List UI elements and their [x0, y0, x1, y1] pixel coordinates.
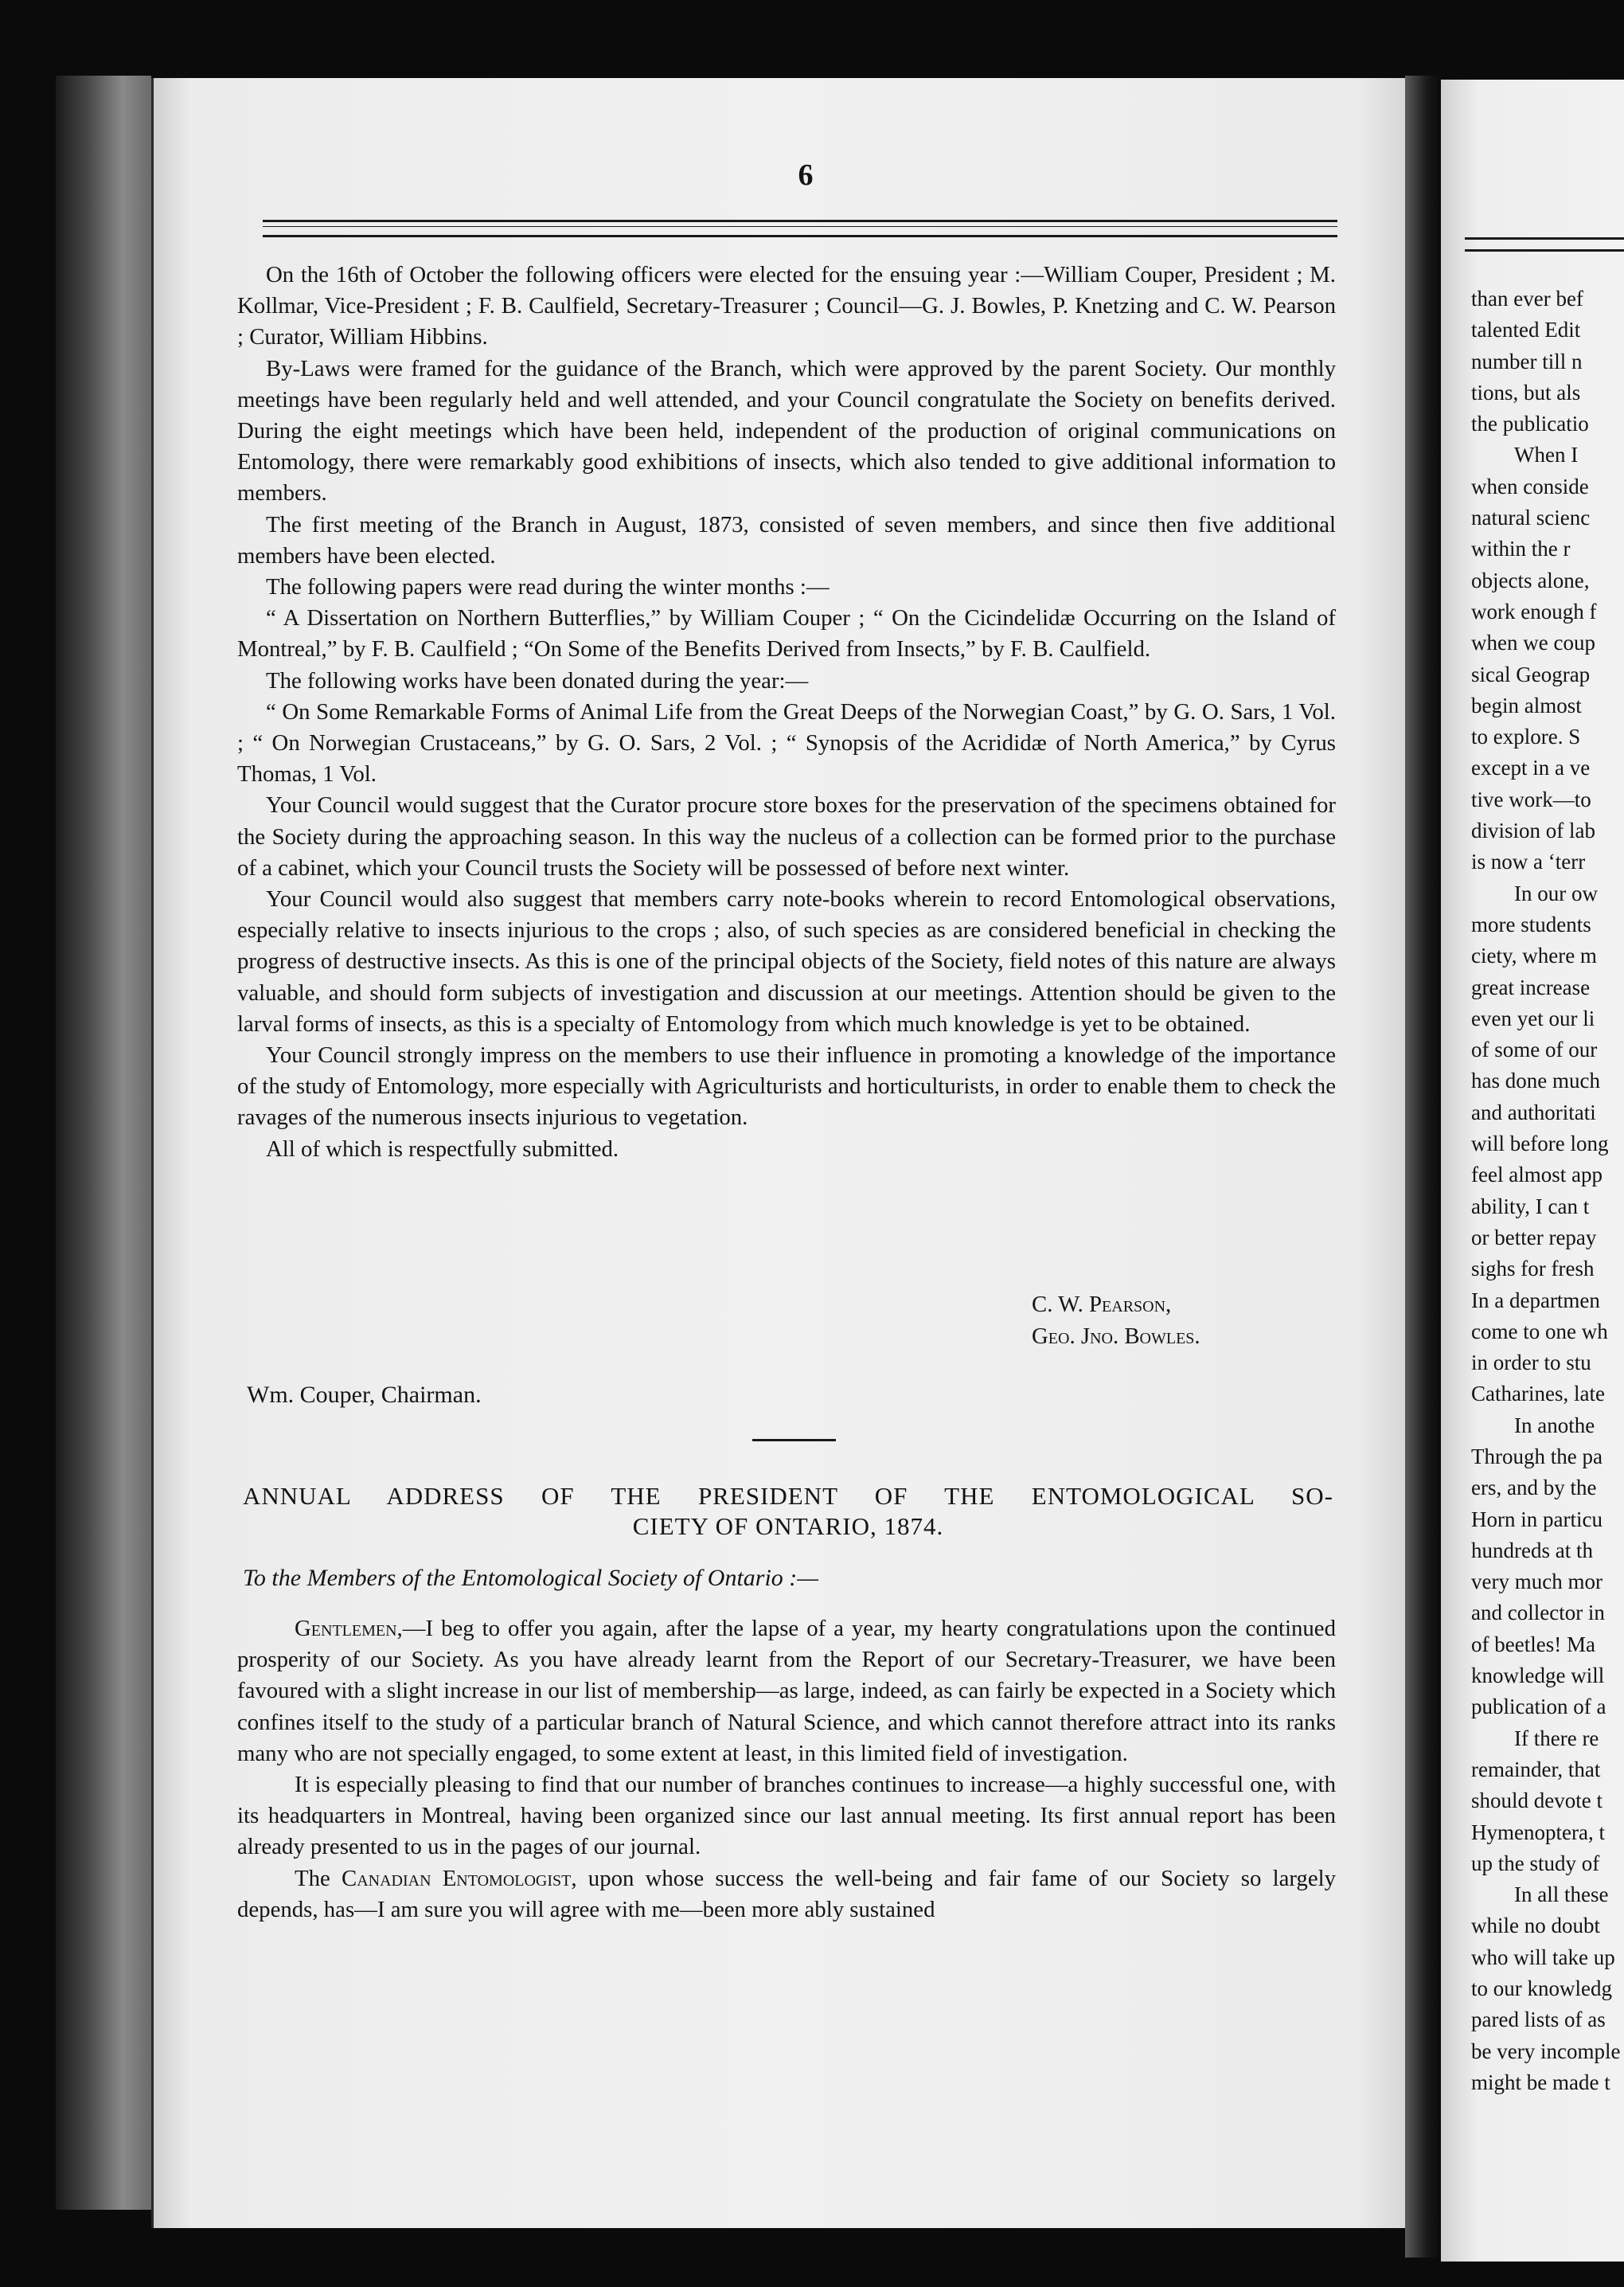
right-page-rule [1465, 237, 1624, 252]
right-page [1441, 80, 1624, 2262]
book-gutter [1405, 76, 1441, 2258]
facing-line: In anothe [1514, 1413, 1595, 1437]
address-paragraph [237, 1613, 1336, 1769]
signer-name: C. W. Pearson, [1032, 1292, 1172, 1317]
facing-line: sighs for fresh [1471, 1257, 1595, 1281]
page-number: 6 [798, 158, 814, 192]
facing-line: while no doubt [1471, 1914, 1600, 1938]
report-paragraph: The following works have been donated during the year:— [266, 667, 809, 694]
facing-line: who will take up [1471, 1945, 1615, 1969]
facing-line: more students [1471, 912, 1591, 936]
facing-line: within the r [1471, 537, 1571, 561]
paragraph-text: , upon whose success the well-being and fair fame of our Society so largely depends, has—I am sure you will agree with me—been more ably sustained [237, 1865, 1337, 1922]
journal-title: Canadian Entomologist [341, 1865, 572, 1891]
facing-line: ability, I can t [1471, 1194, 1590, 1218]
facing-line: will before long [1471, 1132, 1609, 1156]
facing-line: to our knowledg [1471, 1976, 1612, 2001]
facing-line: Horn in particu [1471, 1507, 1603, 1531]
facing-line: is now a ‘terr [1471, 850, 1586, 874]
book-binding [56, 76, 151, 2210]
facing-line: sical Geograp [1471, 662, 1591, 686]
facing-line: come to one wh [1471, 1319, 1608, 1343]
report-paragraph: The first meeting of the Branch in August, 1873, consisted of seven members, and since then five additional members have been elected. [237, 511, 1336, 569]
report-paragraph: “ On Some Remarkable Forms of Animal Life from the Great Deeps of the Norwegian Coast,” by G. O. Sars, 1 Vol. ; “ On Norwegian Crustaceans,” by G. O. Sars, 2 Vol. ; “ Synopsis of the Acrididæ of North America,” by Cyrus Thomas, 1 Vol. [237, 698, 1336, 788]
facing-line: ciety, where m [1471, 944, 1597, 968]
address-paragraph [237, 1863, 1336, 1925]
facing-line: number till n [1471, 349, 1583, 373]
facing-line: hundreds at th [1471, 1538, 1593, 1562]
facing-line: and collector in [1471, 1601, 1605, 1625]
facing-line: than ever bef [1471, 287, 1583, 311]
facing-line: begin almost [1471, 693, 1582, 717]
facing-line: In a departmen [1471, 1288, 1600, 1312]
facing-line: division of lab [1471, 819, 1595, 843]
report-paragraph: Your Council would also suggest that members carry note-books wherein to record Entomological observations, especially relative to insects injurious to the crops ; also, of such species as are considered beneficial in checking the progress of destructive insects. As this is one of the principal objects of the Society, field notes of this nature are always valuable, and should form subjects of investigation and discussion at our meetings. Attention should be given to the larval forms of insects, as this is a specialty of Entomology from which much knowledge is yet to be obtained. [237, 886, 1336, 1037]
report-paragraph: Your Council would suggest that the Curator procure store boxes for the preservation of the specimens obtained for the Society during the approaching season. In this way the nucleus of a collection can be formed prior to the purchase of a cabinet, which your Council trusts the Society will be possessed of before next winter. [237, 792, 1336, 881]
facing-line: might be made t [1471, 2070, 1610, 2094]
facing-line: publication of a [1471, 1695, 1606, 1719]
facing-line: pared lists of as [1471, 2007, 1606, 2032]
branch-report [237, 260, 1336, 1165]
facing-line: Through the pa [1471, 1444, 1603, 1468]
facing-line: natural scienc [1471, 506, 1591, 530]
facing-line: In our ow [1514, 881, 1598, 905]
facing-page-text [1471, 283, 1624, 2098]
facing-line: even yet our li [1471, 1006, 1595, 1030]
report-paragraph: By-Laws were framed for the guidance of the Branch, which were approved by the parent Society. Our monthly meetings have been regularly held and well attended, and your Council congratulate the Society on benefits derived. During the eight meetings which have been held, independent of the production of original communications on Entomology, there were remarkably good exhibitions of insects, which also tended to give additional information to members. [237, 355, 1336, 506]
header-rule [263, 220, 1337, 237]
salutation-word: Gentlemen, [295, 1616, 403, 1641]
report-paragraph: “ A Dissertation on Northern Butterflies,” by William Couper ; “ On the Cicindelidæ Occurring on the Island of Montreal,” by F. B. Caulfield ; “On Some of the Benefits Derived from Insects,” by F. B. Caulfield. [237, 605, 1336, 663]
facing-line: when conside [1471, 474, 1589, 498]
facing-line: up the study of [1471, 1851, 1600, 1875]
facing-line: work enough f [1471, 599, 1597, 624]
address-title-line: ANNUAL ADDRESS OF THE PRESIDENT OF THE ENTOMOLOGICAL SO- [243, 1482, 1333, 1510]
facing-line: In all these [1514, 1882, 1609, 1907]
facing-line: in order to stu [1471, 1351, 1591, 1375]
facing-line: when we coup [1471, 631, 1595, 655]
facing-line: and authoritati [1471, 1100, 1596, 1124]
facing-line: ers, and by the [1471, 1476, 1597, 1500]
facing-line: feel almost app [1471, 1163, 1603, 1187]
report-paragraph: All of which is respectfully submitted. [266, 1136, 619, 1162]
facing-line: to explore. S [1471, 725, 1581, 749]
facing-line: very much mor [1471, 1570, 1603, 1594]
facing-line: has done much [1471, 1069, 1600, 1093]
signer-name: Geo. Jno. Bowles. [1032, 1323, 1200, 1349]
report-paragraph: Your Council strongly impress on the members to use their influence in promoting a knowledge of the importance of the study of Entomology, more especially with Agriculturists and horticulturists, in order to enable them to check the ravages of the numerous insects injurious to vegetation. [237, 1042, 1336, 1131]
facing-line: be very incomple [1471, 2039, 1621, 2063]
address-heading [243, 1481, 1333, 1542]
address-paragraph: It is especially pleasing to find that our number of branches continues to increase—a highly successful one, with its headquarters in Montreal, having been organized since our last annual meeting. Its first annual report has been already presented to us in the pages of our journal. [237, 1772, 1336, 1860]
report-signatories [1032, 1288, 1200, 1352]
section-divider [752, 1439, 836, 1441]
facing-line: tions, but als [1471, 380, 1581, 405]
facing-line: or better repay [1471, 1225, 1597, 1249]
facing-line: the publicatio [1471, 412, 1589, 436]
facing-line: remainder, that [1471, 1757, 1601, 1781]
address-salutation: To the Members of the Entomological Society of Ontario :— [243, 1565, 818, 1591]
facing-line: great increase [1471, 975, 1591, 999]
facing-line: tive work—to [1471, 787, 1591, 811]
facing-line: talented Edit [1471, 318, 1581, 342]
facing-line: should devote t [1471, 1789, 1603, 1813]
address-body [237, 1613, 1336, 1925]
facing-line: objects alone, [1471, 568, 1590, 592]
facing-line: Catharines, late [1471, 1382, 1605, 1406]
facing-line: If there re [1514, 1726, 1599, 1750]
report-paragraph: The following papers were read during the winter months :— [266, 574, 830, 600]
paragraph-text: —I beg to offer you again, after the lapse of a year, my hearty congratulations upon the continued prosperity of our Society. As you have already learnt from the Report of our Secretary-Treasurer, we have been favoured with a slight increase in our list of membership—as large, indeed, as can fairly be expected in a Society which confines itself to the study of a particular branch of Natural Science, and which cannot therefore attract into its ranks many who are not specially engaged, to some extent at least, in this limited field of investigation. [237, 1616, 1336, 1766]
facing-line: When I [1514, 443, 1579, 467]
paragraph-text: The [295, 1865, 342, 1891]
address-title-line: CIETY OF ONTARIO, 1874. [632, 1512, 944, 1540]
report-paragraph: On the 16th of October the following officers were elected for the ensuing year :—William Couper, President ; M. Kollmar, Vice-President ; F. B. Caulfield, Secretary-Treasurer ; Council—G. J. Bowles, P. Knetzing and C. W. Pearson ; Curator, William Hibbins. [237, 262, 1336, 350]
facing-line: Hymenoptera, t [1471, 1820, 1605, 1844]
facing-line: of some of our [1471, 1038, 1598, 1062]
facing-line: knowledge will [1471, 1663, 1605, 1688]
chairman-line: Wm. Couper, Chairman. [247, 1382, 482, 1408]
facing-line: of beetles! Ma [1471, 1632, 1595, 1656]
facing-line: except in a ve [1471, 756, 1591, 780]
